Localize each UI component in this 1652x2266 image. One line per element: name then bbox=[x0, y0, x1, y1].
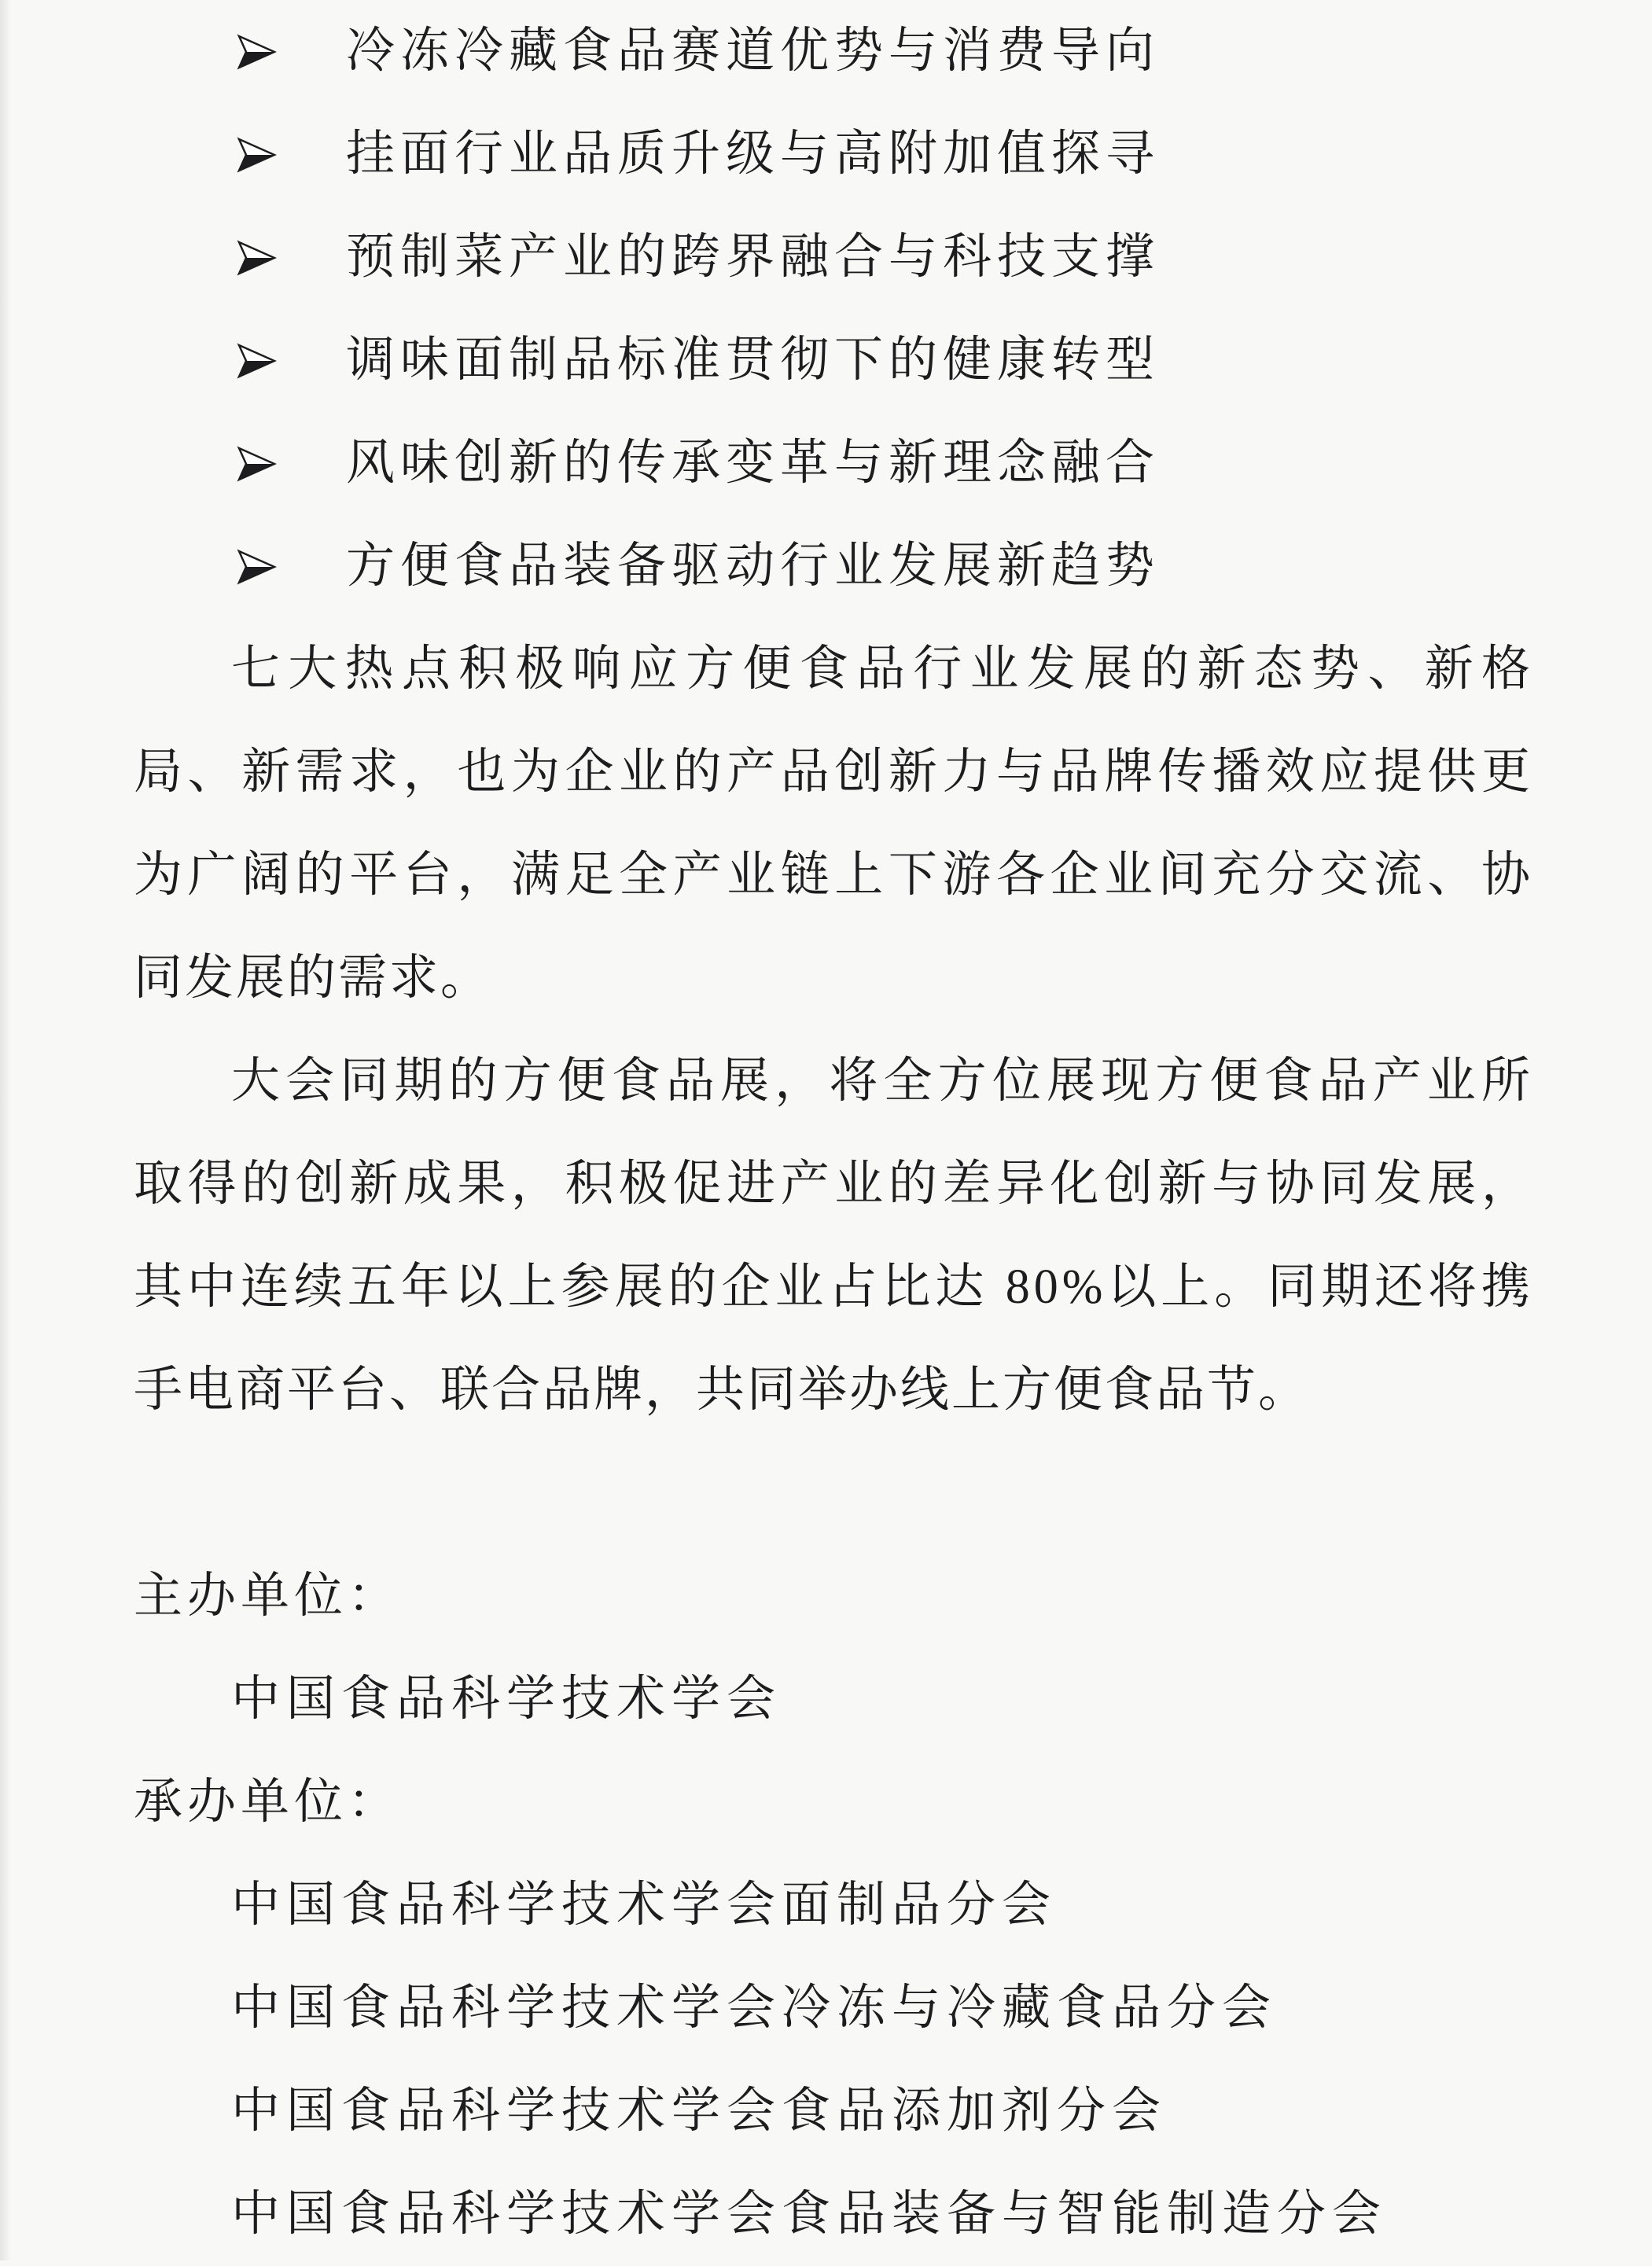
bullet-item-text: 挂面行业品质升级与高附加值探寻 bbox=[346, 127, 1161, 181]
bullet-item-text: 方便食品装备驱动行业发展新趋势 bbox=[346, 539, 1161, 593]
scan-edge-shadow bbox=[0, 0, 11, 2260]
arrowhead-bullet-icon bbox=[236, 549, 277, 585]
paragraph-line: 其中连续五年以上参展的企业占比达 80%以上。同期还将携 bbox=[134, 1260, 1534, 1314]
arrowhead-bullet-icon bbox=[236, 343, 277, 379]
undertaker-name: 中国食品科学技术学会食品装备与智能制造分会 bbox=[231, 2187, 1388, 2241]
bullet-item bbox=[134, 515, 1534, 618]
bullet-item-text: 风味创新的传承变革与新理念融合 bbox=[346, 436, 1161, 490]
arrowhead-bullet-icon bbox=[236, 240, 277, 276]
bullet-item bbox=[134, 412, 1534, 515]
bullet-item bbox=[134, 0, 1534, 103]
paragraph-line: 取得的创新成果，积极促进产业的差异化创新与协同发展， bbox=[134, 1157, 1534, 1211]
undertaker-label: 承办单位： bbox=[134, 1775, 402, 1829]
arrowhead-bullet-icon bbox=[236, 446, 277, 482]
paragraph-line: 局、新需求，也为企业的产品创新力与品牌传播效应提供更 bbox=[134, 745, 1534, 799]
arrowhead-bullet-icon bbox=[236, 137, 277, 173]
paragraph-line: 七大热点积极响应方便食品行业发展的新态势、新格 bbox=[231, 642, 1534, 696]
paragraph-intro bbox=[134, 618, 1534, 1030]
undertaker-name: 中国食品科学技术学会食品添加剂分会 bbox=[231, 2084, 1168, 2138]
bullet-item-text: 冷冻冷藏食品赛道优势与消费导向 bbox=[346, 24, 1161, 78]
paragraph-expo bbox=[134, 1030, 1534, 1442]
host-label: 主办单位： bbox=[134, 1569, 402, 1623]
paragraph-line: 同发展的需求。 bbox=[134, 951, 492, 1005]
bullet-item bbox=[134, 103, 1534, 206]
paragraph-line: 大会同期的方便食品展，将全方位展现方便食品产业所 bbox=[231, 1054, 1534, 1108]
host-name: 中国食品科学技术学会 bbox=[231, 1672, 782, 1726]
bullet-item-text: 调味面制品标准贯彻下的健康转型 bbox=[346, 333, 1161, 387]
organizers-block bbox=[134, 1545, 1534, 2266]
bullet-item bbox=[134, 309, 1534, 412]
arrowhead-bullet-icon bbox=[236, 34, 277, 70]
bullet-list bbox=[134, 0, 1534, 618]
bullet-item-text: 预制菜产业的跨界融合与科技支撑 bbox=[346, 230, 1161, 284]
undertaker-name: 中国食品科学技术学会面制品分会 bbox=[231, 1878, 1058, 1932]
paragraph-line: 为广阔的平台，满足全产业链上下游各企业间充分交流、协 bbox=[134, 848, 1534, 902]
bullet-item bbox=[134, 206, 1534, 309]
paragraph-line: 手电商平台、联合品牌，共同举办线上方便食品节。 bbox=[134, 1363, 1310, 1417]
undertaker-name: 中国食品科学技术学会冷冻与冷藏食品分会 bbox=[231, 1981, 1278, 2035]
blank-line bbox=[134, 1442, 1534, 1545]
